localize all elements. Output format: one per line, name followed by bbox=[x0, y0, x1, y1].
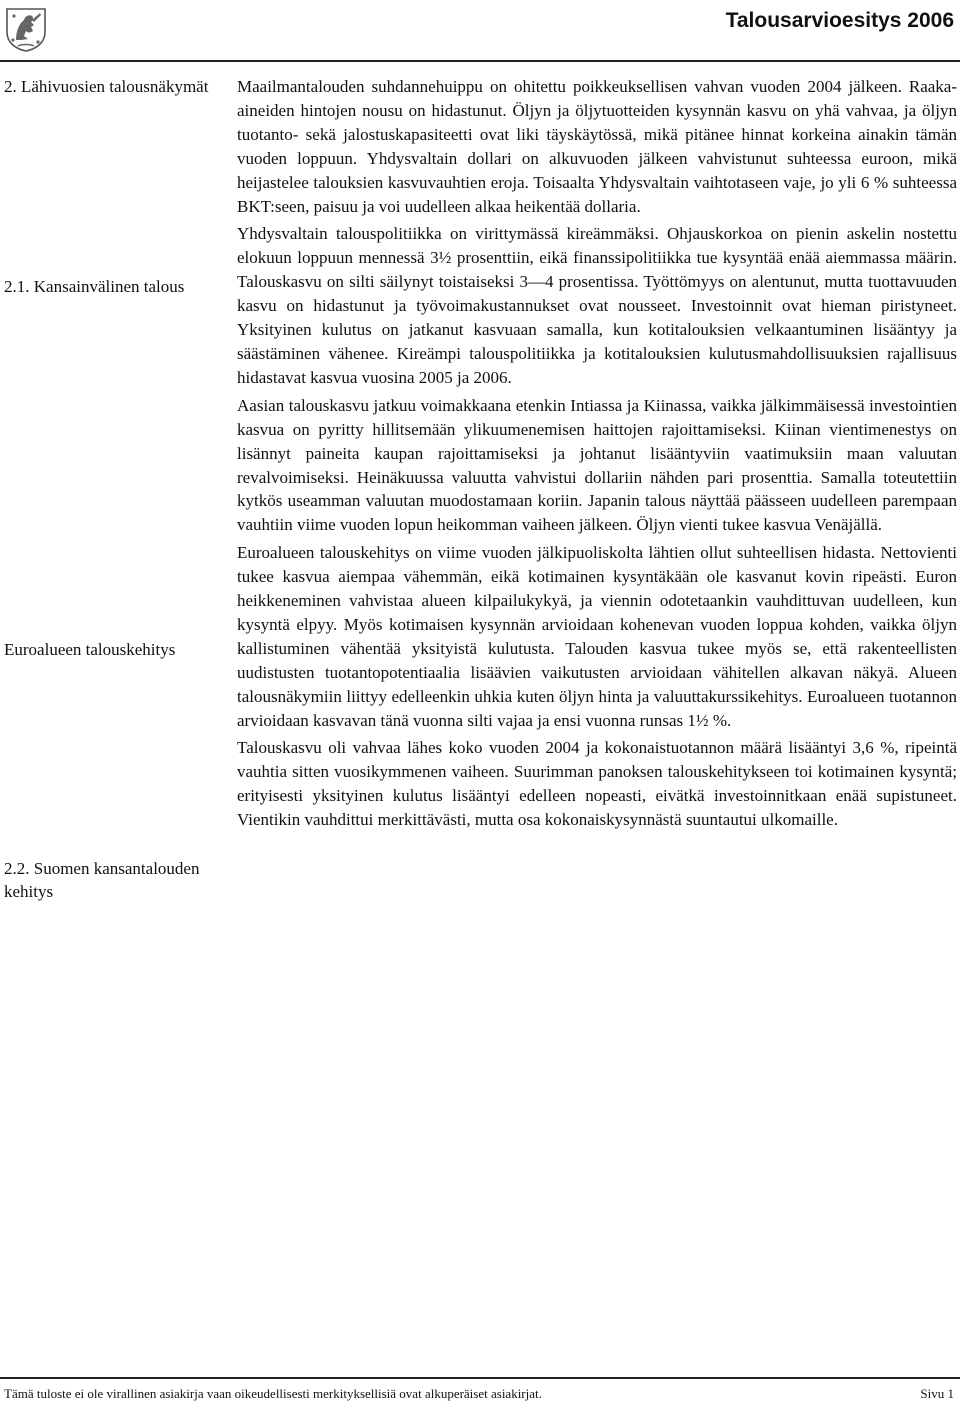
paragraph-suomi: Talouskasvu oli vahvaa lähes koko vuoden 2004 ja kokonaistuotannon määrä lisääntyi 3,6 %, ripeintä vauhtia sitten vuosikymmenen vaiheen. Suurimman panoksen talouskehitykseen toi kotimainen kysyntä; erityisesti yksityinen kulutus lisääntyi edelleen nopeasti, eivätkä investoinnitkaan enää supistuneet. Vientikin vauhdittui merkittävästi, mutta osa kokonaiskysynnästä suuntautui ulkomaille. bbox=[237, 738, 957, 830]
paragraph-euroalue: Euroalueen talouskehitys on viime vuoden jälkipuoliskolta lähtien ollut suhteellisen hidasta. Nettovienti tukee kasvua aiempaa vähemmän, eikä kotimainen kysyntäkään ole kasvanut kovin ripeästi. Euron heikkeneminen vahvistaa alueen kilpailukykyä, ja viennin odotetaankin vauhdittuvan uudelleen, kun kysyntä elpyy. Myös kotimaisen kysynnän arvioidaan kohenevan vuoden loppua kohden, vaikka öljyn kallistuminen vähentää yksityistä kulutusta. Talouden kasvua tukee myös se, että rakenteellisten uudistusten tuotantopotentiaalia lisäävien vaikutusten arvioidaan vähitellen alkavan näkyä. Alueen talousnäkymiin liittyy edelleenkin uhkia kuten öljyn hinta ja valuuttakurssikehitys. Euroalueen tuotannon arvioidaan kasvavan tänä vuonna silti vajaa ja ensi vuonna runsas 1½ %. bbox=[237, 543, 957, 730]
section-heading-suomen-kansantalouden-kehitys: 2.2. Suomen kansantalouden kehitys bbox=[4, 859, 200, 901]
paragraph-yhdysvallat: Yhdysvaltain talouspolitiikka on virittymässä kireämmäksi. Ohjauskorkoa on pienin askelin nostettu elokuun loppuun mennessä 3½ prosenttiin, eikä finanssipolitiikka tue kysyntää enää aiemmassa määrin. Talouskasvu on silti säilynyt toistaiseksi 3—4 prosentissa. Työttömyys on alentunut, mutta tuottavuuden kasvu on hidastunut ja työvoimakustannukset ovat nousseet. Investoinnit ovat hieman piristyneet. Yksityinen kulutus on jatkanut kasvuaan samalla, kun kotitalouksien velkaantuminen lisääntyy ja säästäminen vähenee. Kireämpi talouspolitiikka ja kotitalouksien kulutusmahdollisuuksien rajallisuus hidastavat kasvua vuosina 2005 ja 2006. bbox=[237, 224, 957, 387]
footer-disclaimer: Tämä tuloste ei ole virallinen asiakirja vaan oikeudellisesti merkityksellisiä ovat alkuperäiset asiakirjat. bbox=[4, 1386, 542, 1401]
section-heading-kansainvalinen-talous: 2.1. Kansainvälinen talous bbox=[4, 277, 185, 296]
section-heading-euroalueen-talouskehitys: Euroalueen talouskehitys bbox=[4, 640, 176, 659]
header-rule bbox=[0, 60, 960, 62]
document-title: Talousarvioesitys 2006 bbox=[725, 9, 954, 32]
footer-rule bbox=[0, 1377, 960, 1379]
body-text bbox=[237, 75, 957, 836]
section-heading-lahivuosien-talousnakymat: 2. Lähivuosien talousnäkymät bbox=[4, 77, 209, 96]
footer bbox=[4, 1386, 954, 1402]
paragraph-maailmantalous: Maailmantalouden suhdannehuippu on ohitettu poikkeuksellisen vahvan vuoden 2004 jälkeen. Raaka-aineiden hintojen nousu on hidastunut. Öljyn ja öljytuotteiden kysynnän kasvu on yhä vahvaa, ja öljyn tuotanto- sekä jalostuskapasiteetti ovat liki täyskäytössä, mikä pitänee hinnat korkeina ainakin tämän vuoden loppuun. Yhdysvaltain dollari on alkuvuoden jälkeen vahvistunut suhteessa euroon, mikä heijastelee talouksien kasvuvauhtien eroja. Toisaalta Yhdysvaltain vaihtotaseen vaje, jo yli 6 % suhteessa BKT:seen, paisuu ja voi uudelleen alkaa heikentää dollaria. bbox=[237, 77, 957, 216]
page-number: Sivu 1 bbox=[920, 1386, 954, 1401]
paragraph-aasia: Aasian talouskasvu jatkuu voimakkaana etenkin Intiassa ja Kiinassa, vaikka jälkimmäisessä investointien kasvua on pyritty hillitsemään ylikuumenemisen haittojen rajoittamiseksi. Kiinan vientimenestys on lisännyt paineita kaupan rajoittamiseksi ja johtanut lisääntyviin vaatimuksiin maan valuutan revalvoimiseksi. Heinäkuussa valuutta vahvistui dollariin nähden pari prosenttia. Samalla toteutettiin kytkös useamman valuutan muodostamaan koriin. Japanin talous näyttää päässeen uudelleen parempaan vauhtiin viime vuoden lopun heikomman vaiheen jälkeen. Öljyn vienti tukee kasvua Venäjällä. bbox=[237, 395, 957, 535]
finnish-coat-of-arms-icon bbox=[4, 6, 48, 52]
